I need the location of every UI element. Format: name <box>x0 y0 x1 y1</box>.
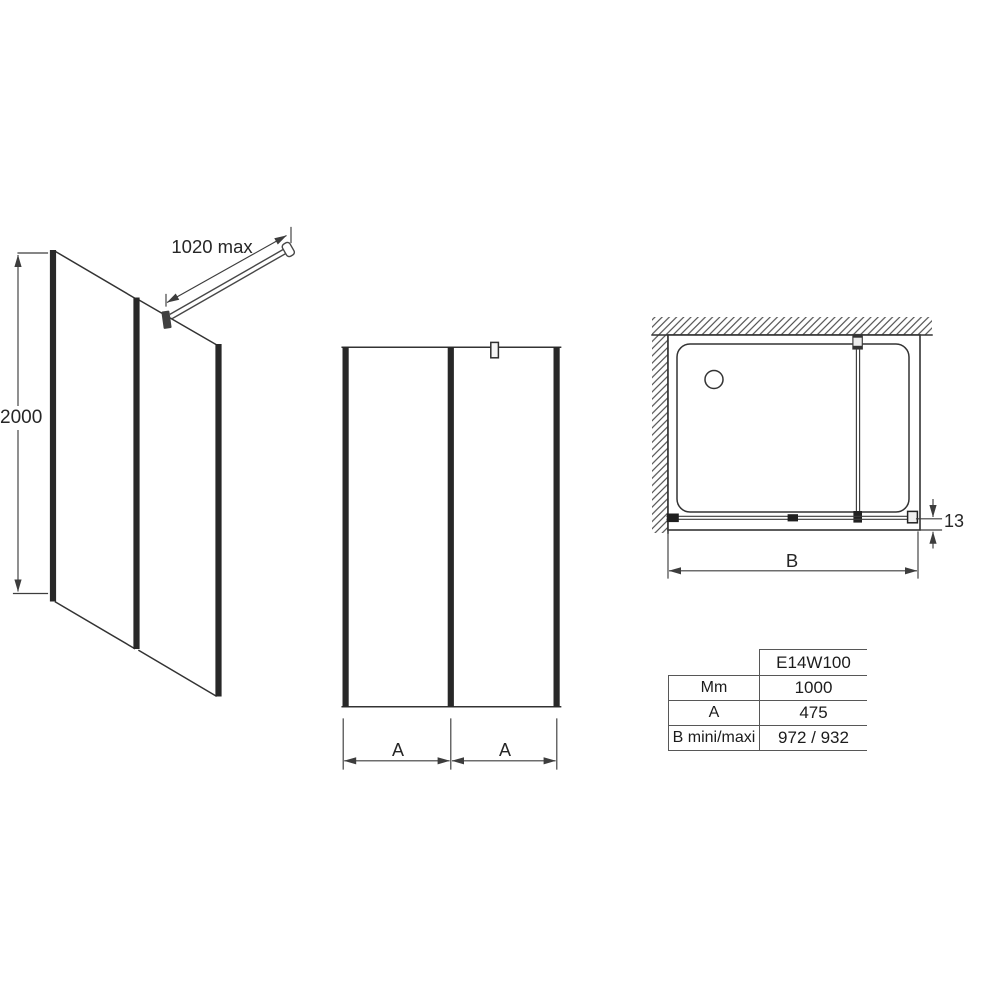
wall-bracket-bottom-cap <box>853 346 862 349</box>
dim-a-extension-lines <box>343 719 557 769</box>
shower-tray-outer <box>668 335 920 530</box>
spec-row-bminimaxi-label: B mini/maxi <box>668 725 759 751</box>
dim-panel-widths <box>343 719 557 769</box>
wall-profile-plan <box>667 514 679 523</box>
spec-row-a-label: A <box>668 700 759 725</box>
dim-panel-width-left-label: A <box>391 740 404 760</box>
spec-row-mm-value: 1000 <box>759 675 867 700</box>
panel-joint-plan <box>788 514 798 521</box>
dim-support-bar-label: 1020 max <box>171 236 253 257</box>
spec-row-mm-label: Mm <box>668 675 759 700</box>
spec-table-corner-cell <box>668 649 759 675</box>
perspective-view <box>14 228 296 697</box>
spec-table-model-header: E14W100 <box>759 649 867 675</box>
plan-view <box>652 317 942 578</box>
dim-depth-label: B <box>785 550 799 571</box>
support-bar-tube-core <box>171 250 288 317</box>
dim-height-label: 2000 <box>0 407 43 428</box>
spec-row-bminimaxi-value: 972 / 932 <box>759 725 867 751</box>
spec-table <box>668 649 867 751</box>
support-bar-glass-clamp <box>161 311 171 329</box>
dim-glass-offset-label: 13 <box>944 511 965 531</box>
wall-bracket-top-cap <box>853 335 862 338</box>
spec-row-a-value: 475 <box>759 700 867 725</box>
support-bar-clamp-front <box>491 342 499 357</box>
dim-panel-width-right-label: A <box>498 740 511 760</box>
front-view <box>342 342 560 769</box>
end-profile-plan <box>908 511 918 522</box>
